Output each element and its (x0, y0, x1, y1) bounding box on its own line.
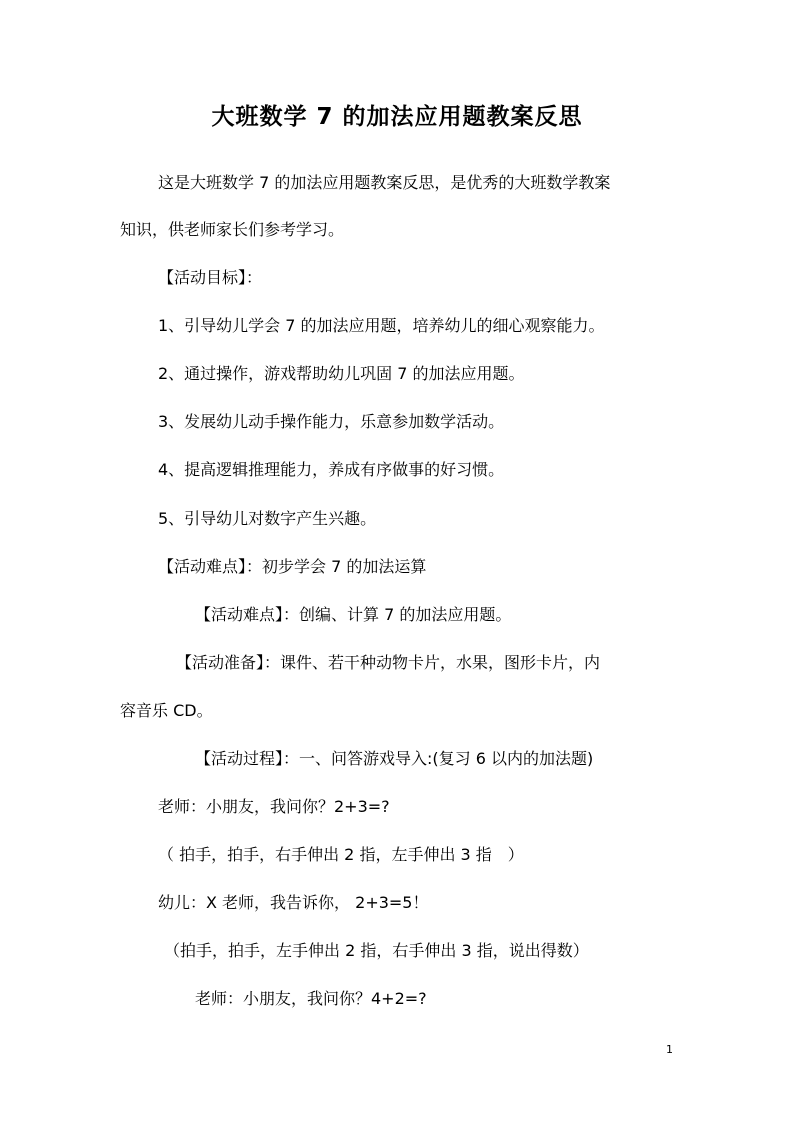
preparation-line-2: 容音乐 CD。 (120, 701, 213, 720)
preparation-line-1: 【活动准备】：课件、若干种动物卡片，水果，图形卡片，内 (176, 653, 601, 672)
page-number: 1 (666, 1043, 673, 1056)
dialogue-action-2: （拍手，拍手，左手伸出 2 指，右手伸出 3 指，说出得数） (164, 941, 589, 960)
difficulty-line-2: 【活动难点】：创编、计算 7 的加法应用题。 (195, 605, 512, 624)
process-line: 【活动过程】：一、问答游戏导入:(复习 6 以内的加法题) (195, 749, 594, 768)
goal-item-3: 3、发展幼儿动手操作能力，乐意参加数学活动。 (158, 412, 505, 431)
dialogue-action-1: （ 拍手，拍手，右手伸出 2 指，左手伸出 3 指 ） (158, 845, 524, 864)
dialogue-teacher-1: 老师：小朋友，我问你？2+3=? (158, 797, 390, 816)
goal-item-1: 1、引导幼儿学会 7 的加法应用题，培养幼儿的细心观察能力。 (158, 316, 605, 335)
section-heading-goals: 【活动目标】： (158, 268, 263, 287)
dialogue-teacher-2: 老师：小朋友，我问你？4+2=? (195, 989, 427, 1008)
difficulty-line-1: 【活动难点】：初步学会 7 的加法运算 (158, 557, 427, 576)
document-title: 大班数学 7 的加法应用题教案反思 (211, 104, 583, 130)
goal-item-2: 2、通过操作，游戏帮助幼儿巩固 7 的加法应用题。 (158, 364, 525, 383)
dialogue-child-1: 幼儿：X 老师，我告诉你， 2+3=5！ (158, 893, 429, 912)
intro-line-1: 这是大班数学 7 的加法应用题教案反思，是优秀的大班数学教案 (158, 173, 611, 192)
intro-line-2: 知识，供老师家长们参考学习。 (120, 220, 345, 239)
goal-item-5: 5、引导幼儿对数字产生兴趣。 (158, 509, 377, 528)
goal-item-4: 4、提高逻辑推理能力，养成有序做事的好习惯。 (158, 460, 505, 479)
